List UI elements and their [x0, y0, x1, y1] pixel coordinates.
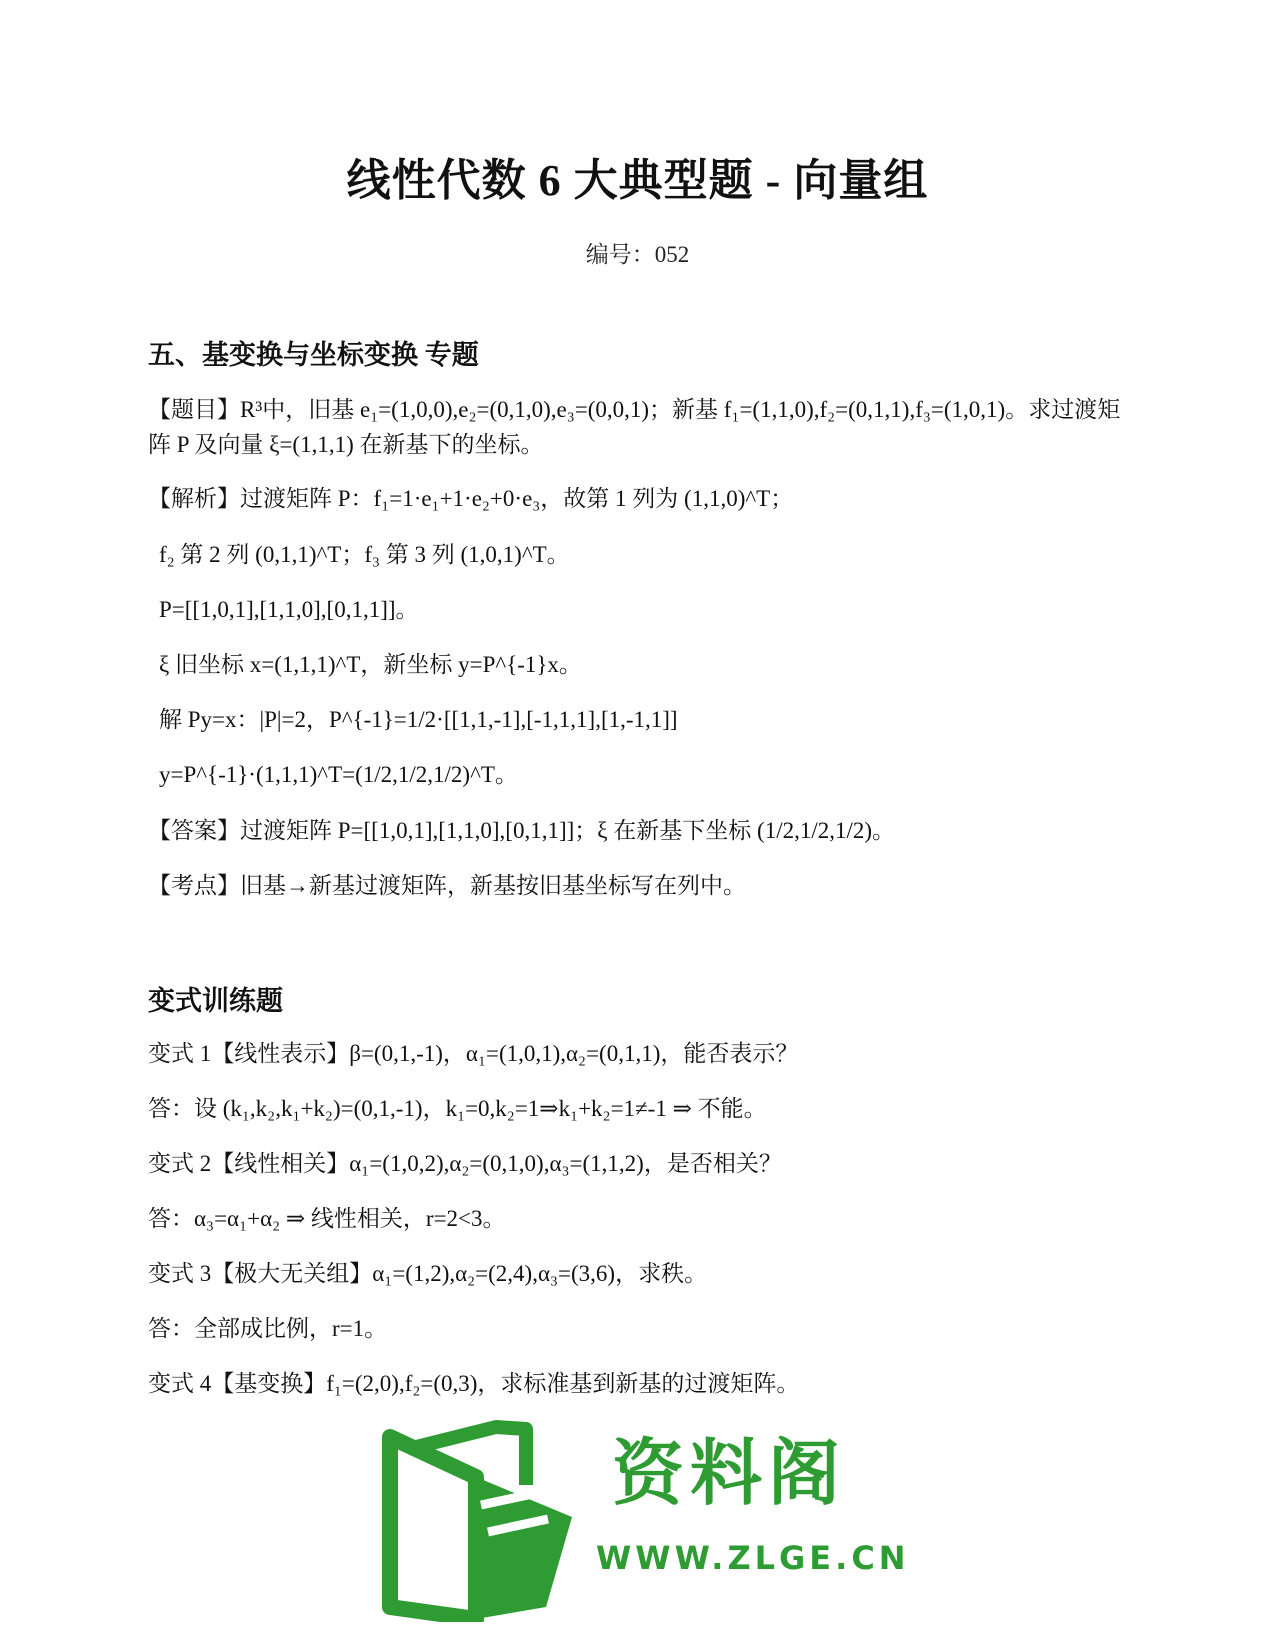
- analysis-line: f₂ 第 2 列 (0,1,1)^T；f₃ 第 3 列 (1,0,1)^T。: [159, 542, 570, 567]
- watermark-brand-name: 资料阁: [612, 1431, 847, 1515]
- analysis-line: P=[[1,0,1],[1,1,0],[0,1,1]]。: [159, 597, 419, 622]
- variant-line: 答：α₃=α₁+α₂ ⇒ 线性相关，r=2<3。: [148, 1206, 506, 1231]
- analysis-line: 【解析】过渡矩阵 P：f₁=1·e₁+1·e₂+0·e₃，故第 1 列为 (1,1,0)^T；: [148, 486, 794, 511]
- analysis-line: 解 Py=x：|P|=2，P^{-1}=1/2·[[1,1,-1],[-1,1,1],[1,-1,1]]: [159, 707, 678, 732]
- variant-line: 答：全部成比例，r=1。: [148, 1316, 388, 1341]
- variant-line: 变式 3【极大无关组】α₁=(1,2),α₂=(2,4),α₃=(3,6)，求秩。: [148, 1261, 708, 1286]
- key-point-line: 【考点】旧基→新基过渡矩阵，新基按旧基坐标写在列中。: [148, 873, 746, 898]
- section-heading-variants: 变式训练题: [148, 986, 283, 1016]
- problem-statement: 【题目】R³中，旧基 e₁=(1,0,0),e₂=(0,1,0),e₃=(0,0,1)；新基 f₁=(1,1,0),f₂=(0,1,1),f₃=(1,0,1)。求过渡矩阵 P 及向量 ξ=(1,1,1) 在新基下的坐标。: [148, 397, 1121, 457]
- analysis-line: y=P^{-1}·(1,1,1)^T=(1/2,1/2,1/2)^T。: [159, 762, 518, 787]
- answer-line: 【答案】过渡矩阵 P=[[1,0,1],[1,1,0],[0,1,1]]；ξ 在新基下坐标 (1/2,1/2,1/2)。: [148, 818, 896, 843]
- analysis-line: ξ 旧坐标 x=(1,1,1)^T，新坐标 y=P^{-1}x。: [159, 652, 582, 677]
- variant-line: 变式 4【基变换】f₁=(2,0),f₂=(0,3)，求标准基到新基的过渡矩阵。: [148, 1371, 800, 1396]
- section-heading-basis-change: 五、基变换与坐标变换 专题: [148, 340, 479, 370]
- variant-line: 变式 1【线性表示】β=(0,1,-1)，α₁=(1,0,1),α₂=(0,1,1)，能否表示？: [148, 1041, 799, 1066]
- watermark-url: WWW.ZLGE.CN: [596, 1539, 910, 1577]
- document-serial-number: 编号：052: [585, 242, 690, 267]
- variant-line: 变式 2【线性相关】α₁=(1,0,2),α₂=(0,1,0),α₃=(1,1,2)，是否相关？: [148, 1151, 782, 1176]
- variant-line: 答：设 (k₁,k₂,k₁+k₂)=(0,1,-1)，k₁=0,k₂=1⇒k₁+k₂=1≠-1 ⇒ 不能。: [148, 1096, 767, 1121]
- open-book-folder-icon: [376, 1407, 586, 1622]
- watermark-logo: [396, 1413, 910, 1628]
- document-title: 线性代数 6 大典型题 - 向量组: [346, 156, 929, 205]
